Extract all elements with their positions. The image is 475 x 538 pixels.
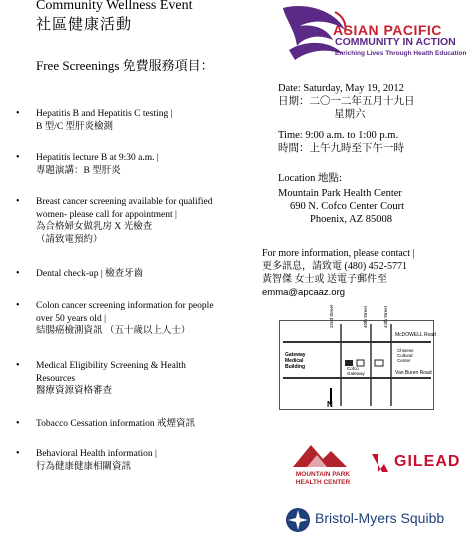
apca-name-line2: COMMUNITY IN ACTION — [335, 36, 456, 48]
bullet-icon: • — [16, 360, 20, 371]
location-city: Phoenix, AZ 85008 — [310, 214, 392, 225]
contact-email[interactable]: emma@apcaaz.org — [262, 287, 346, 298]
event-title: Community Wellness Event — [36, 0, 193, 13]
bms-star-icon — [285, 507, 311, 533]
event-date: Date: Saturday, May 19, 2012 — [278, 83, 404, 94]
map-label-40th: 40th Street — [363, 305, 368, 328]
event-title-zh: 社區健康活動 — [36, 17, 133, 33]
event-time: Time: 9:00 a.m. to 1:00 p.m. — [278, 130, 399, 141]
location-label: Location 地點: — [278, 173, 342, 184]
mp-line2: HEALTH CENTER — [295, 479, 351, 486]
list-item: • Hepatitis lecture B at 9:30 a.m. | 專題演講：B 型肝炎 — [16, 152, 159, 176]
list-item: • Colon cancer screening information for people over 50 years old | 結腸癌檢測資訊 （五十歲以上人士） — [16, 300, 214, 337]
list-item: • Hepatitis B and Hepatitis C testing | B 型/C 型肝炎檢測 — [16, 108, 173, 132]
location-map — [279, 304, 436, 410]
mountain-park-logo — [283, 439, 363, 499]
bullet-icon: • — [16, 448, 20, 459]
map-label-44th: 44th Street — [383, 305, 388, 328]
bullet-icon: • — [16, 108, 20, 119]
location-street: 690 N. Cofco Center Court — [290, 201, 405, 212]
bullet-icon: • — [16, 152, 20, 163]
bullet-icon: • — [16, 300, 20, 311]
list-item: • Breast cancer screening available for qualified women- please call for appointment | 為合格婦女做乳房 X 光檢查 （請致電預約） — [16, 196, 213, 245]
event-weekday-zh: 星期六 — [334, 109, 366, 120]
contact-line1: For more information, please contact | — [262, 248, 415, 259]
apca-tagline: Enriching Lives Through Health Education — [335, 50, 467, 57]
location-name: Mountain Park Health Center — [278, 188, 402, 199]
apca-logo — [275, 0, 475, 65]
bms-logo — [285, 505, 465, 535]
list-item: • Medical Eligibility Screening & Health Resources 醫療資源資格審查 — [16, 360, 186, 397]
contact-line2: 更多訊息，請致電 (480) 452-5771 — [262, 261, 407, 272]
list-item: • Dental check-up | 檢查牙齒 — [16, 268, 144, 279]
location-block — [278, 172, 468, 226]
screenings-heading: Free Screenings 免費服務項目： — [36, 58, 214, 73]
list-item: • Tobacco Cessation information 戒煙資訊 — [16, 418, 195, 429]
event-info — [278, 82, 468, 155]
mp-line1: MOUNTAIN PARK — [295, 471, 351, 478]
map-label-32nd: 32nd Street — [329, 304, 334, 328]
event-time-zh: 時間：上午九時至下午一時 — [278, 143, 404, 154]
map-label-mcdowell: McDOWELL Road — [395, 332, 436, 338]
gilead-logo — [370, 448, 460, 478]
map-label-vanburen: Van Buren Road — [395, 370, 432, 376]
mountain-icon — [283, 439, 363, 469]
map-label-cofco: Cofco Gateway — [347, 366, 365, 376]
event-date-zh: 日期：二〇一二年五月十九日 — [278, 96, 415, 107]
bullet-icon: • — [16, 196, 20, 207]
bms-name: Bristol-Myers Squibb — [315, 510, 445, 526]
list-item: • Behavioral Health information | 行為健康健康相關資訊 — [16, 448, 157, 472]
map-label-gateway: Gateway Medical Building — [285, 352, 306, 370]
map-label-chinese: Chinese Cultural Center — [397, 348, 414, 363]
gilead-name: GILEAD — [394, 453, 461, 470]
bullet-icon: • — [16, 418, 20, 429]
bullet-icon: • — [16, 268, 20, 279]
contact-line3: 黃智傑 女士或 送電子郵件至 — [262, 274, 387, 285]
gilead-mark-icon — [370, 450, 390, 476]
contact-block — [262, 247, 467, 299]
apca-name-line1: ASIAN PACIFIC — [333, 22, 442, 38]
map-north-label: N — [327, 400, 333, 409]
